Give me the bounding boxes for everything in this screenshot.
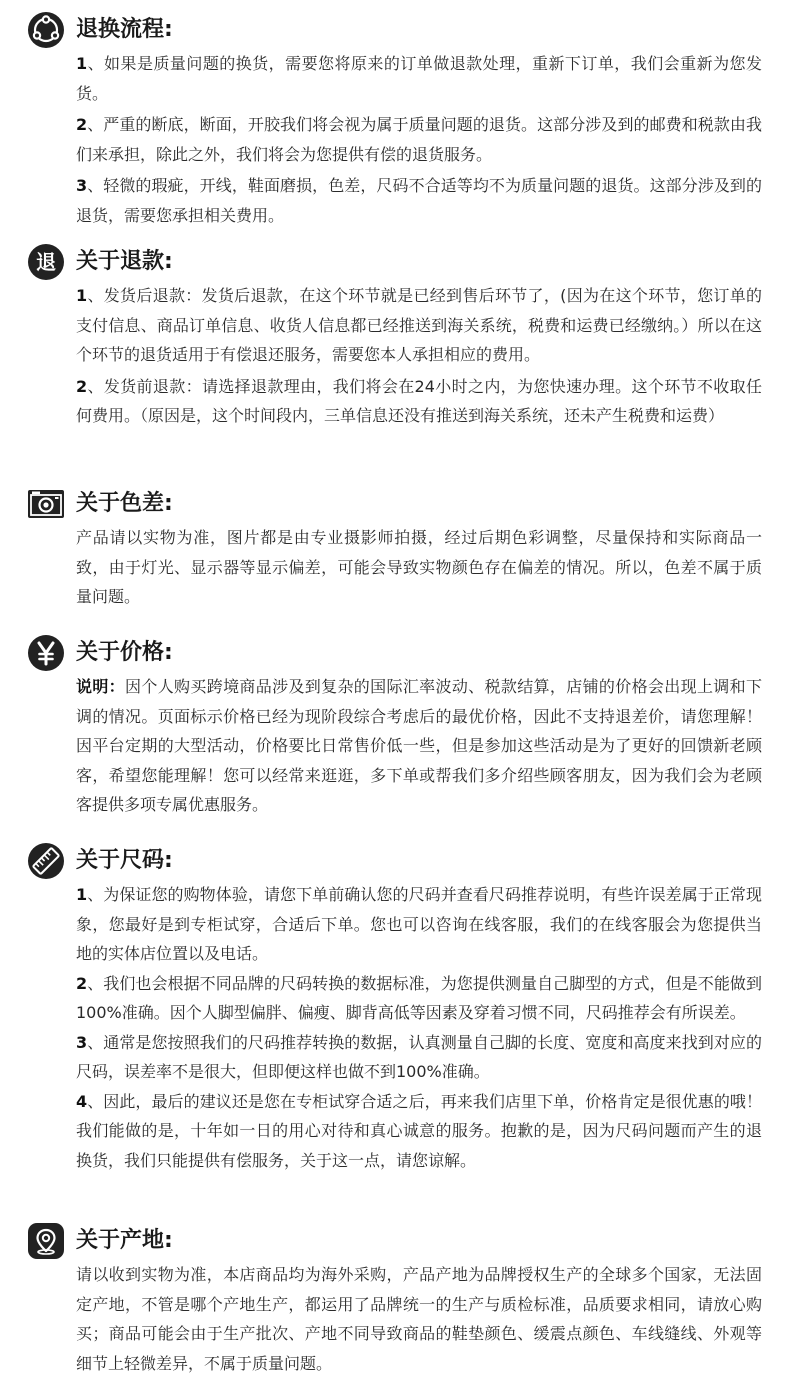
refund-icon-char: 退 [36, 250, 56, 274]
size-header [0, 843, 790, 883]
returns-title: 退换流程: [76, 17, 173, 42]
item-text: 、如果是质量问题的换货，需要您将原来的订单做退款处理，重新下订单，我们会重新为您发货。 [76, 54, 762, 103]
size-title: 关于尺码: [76, 848, 173, 873]
returns-item-2 [76, 110, 762, 169]
size-section [0, 843, 790, 1175]
price-header [0, 635, 790, 675]
refund-header [0, 244, 790, 284]
item-number: 4 [76, 1091, 88, 1111]
returns-section [0, 12, 790, 230]
refund-item-1 [76, 281, 762, 370]
origin-header [0, 1223, 790, 1263]
item-text: 、通常是您按照我们的尺码推荐转换的数据，认真测量自己脚的长度、宽度和高度来找到对应的尺码，误差率不是很大，但即便这样也做不到100%准确。 [76, 1032, 762, 1081]
item-number: 2 [76, 376, 88, 396]
item-number: 1 [76, 54, 88, 73]
item-text: 、严重的断底，断面，开胶我们将会视为属于质量问题的退货。这部分涉及到的邮费和税款由我们来承担，除此之外，我们将会为您提供有偿的退货服务。 [76, 115, 762, 164]
ruler-icon [28, 843, 64, 879]
color-header [0, 486, 790, 526]
item-text: 、发货前退款：请选择退款理由，我们将会在24小时之内，为您快速办理。这个环节不收取任何费用。（原因是，这个时间段内，三单信息还没有推送到海关系统，还未产生税费和运费） [76, 376, 762, 425]
refund-section [0, 244, 790, 431]
location-pin-icon [28, 1223, 64, 1259]
price-lead: 说明： [76, 677, 126, 696]
origin-text: 请以收到实物为准，本店商品均为海外采购，产品产地为品牌授权生产的全球多个国家，无法固定产地，不管是哪个产地生产，都运用了品牌统一的生产与质检标准，品质要求相同，请放心购买；商品可能会由于生产批次、产地不同导致商品的鞋垫颜色、缓震点颜色、车线缝线、外观等细节上轻微差异，不属于质量问题。 [76, 1265, 762, 1373]
item-text: 、为保证您的购物体验，请您下单前确认您的尺码并查看尺码推荐说明，有些许误差属于正常现象，您最好是到专柜试穿，合适后下单。您也可以咨询在线客服，我们的在线客服会为您提供当地的实体店位置以及电话。 [76, 885, 762, 963]
size-item-3 [76, 1028, 762, 1087]
color-section [0, 486, 790, 612]
camera-icon [28, 486, 64, 522]
price-text [76, 672, 762, 820]
origin-title: 关于产地: [76, 1228, 173, 1253]
refund-item-2 [76, 372, 762, 431]
returns-item-1 [76, 49, 762, 108]
item-number: 3 [76, 176, 88, 195]
exchange-cycle-icon [28, 12, 64, 48]
item-text: 、轻微的瑕疵，开线，鞋面磨损，色差，尺码不合适等均不为质量问题的退货。这部分涉及到的退货，需要您承担相关费用。 [76, 176, 762, 225]
item-number: 1 [76, 885, 88, 904]
yen-icon [28, 635, 64, 671]
refund-title: 关于退款: [76, 249, 173, 274]
returns-header [0, 12, 790, 52]
returns-item-3 [76, 171, 762, 230]
refund-icon [28, 244, 64, 280]
size-item-2 [76, 969, 762, 1028]
color-title: 关于色差: [76, 491, 173, 516]
item-text: 、我们也会根据不同品牌的尺码转换的数据标准，为您提供测量自己脚型的方式，但是不能做到100%准确。因个人脚型偏胖、偏瘦、脚背高低等因素及穿着习惯不同，尺码推荐会有所误差。 [76, 973, 762, 1022]
item-text: 、因此，最后的建议还是您在专柜试穿合适之后，再来我们店里下单，价格肯定是很优惠的哦！我们能做的是，十年如一日的用心对待和真心诚意的服务。抱歉的是，因为尺码问题而产生的退换货，我们只能提供有偿服务，关于这一点，请您谅解。 [76, 1091, 762, 1170]
item-number: 3 [76, 1032, 88, 1052]
size-item-4 [76, 1087, 762, 1176]
origin-section [0, 1223, 790, 1378]
price-body: 因个人购买跨境商品涉及到复杂的国际汇率波动、税款结算，店铺的价格会出现上调和下调的情况。页面标示价格已经为现阶段综合考虑后的最优价格，因此不支持退差价，请您理解！因平台定期的大型活动，价格要比日常售价低一些，但是参加这些活动是为了更好的回馈新老顾客，希望您能理解！您可以经常来逛逛，多下单或帮我们多介绍些顾客朋友，因为我们会为老顾客提供多项专属优惠服务。 [76, 677, 762, 814]
item-number: 1 [76, 286, 88, 305]
item-number: 2 [76, 973, 88, 993]
price-section [0, 635, 790, 820]
size-item-1 [76, 880, 762, 969]
item-text: 、发货后退款：发货后退款，在这个环节就是已经到售后环节了，(因为在这个环节，您订单的支付信息、商品订单信息、收货人信息都已经推送到海关系统，税费和运费已经缴纳。）所以在这个环节的退货适用于有偿退还服务，需要您本人承担相应的费用。 [76, 286, 762, 364]
item-number: 2 [76, 115, 88, 134]
color-text: 产品请以实物为准，图片都是由专业摄影师拍摄，经过后期色彩调整，尽量保持和实际商品一致，由于灯光、显示器等显示偏差，可能会导致实物颜色存在偏差的情况。所以，色差不属于质量问题。 [76, 528, 762, 606]
price-title: 关于价格: [76, 640, 173, 665]
